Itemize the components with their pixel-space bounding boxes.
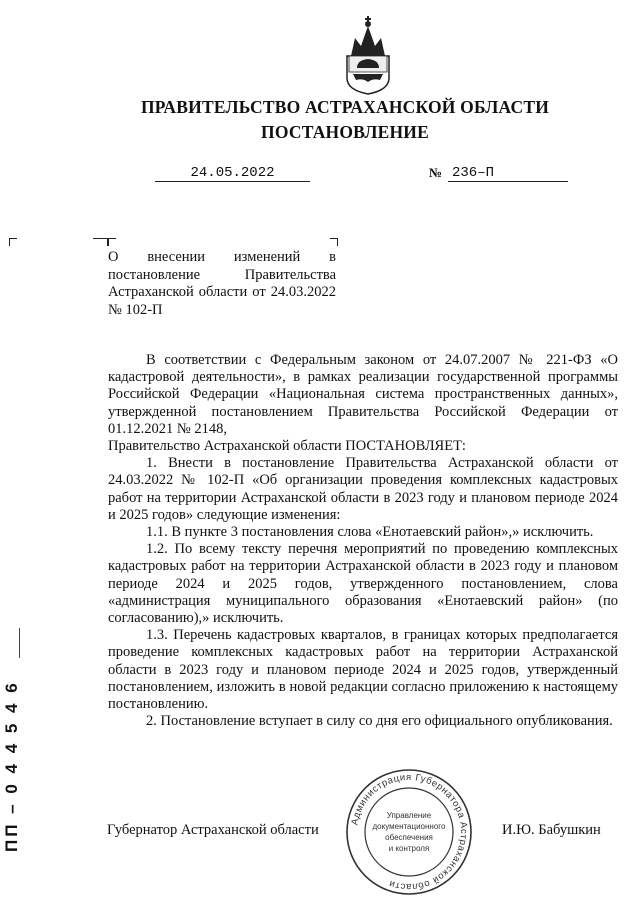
item-1-3: 1.3. Перечень кадастровых кварталов, в границах которых предполагается проведение комплексных кадастровых работ на территории Астраханской области в 2023 году и плановом периоде 2024 и 2025 годов, утвержденный постановлением, изложить в новой редакции согласно приложению к настоящему постановлению. [108, 627, 618, 713]
doc-number: 236–П [452, 165, 495, 181]
stamp-outer-text: Администрация Губернатора Астраханской области [349, 771, 470, 893]
resolve-paragraph: Правительство Астраханской области ПОСТАНОВЛЯЕТ: [108, 438, 466, 455]
number-sign: № [429, 165, 443, 180]
stamp-line: документационного [372, 822, 446, 831]
corner-mark [108, 238, 116, 246]
stamp-line: Управление [386, 811, 432, 820]
stamp-line: обеспечения [385, 833, 433, 842]
corner-mark [330, 238, 338, 246]
item-1: 1. Внести в постановление Правительства Астраханской области от 24.03.2022 № 102-П «Об организации проведения комплексных кадастровых работ на территории Астраханской области в 2023 году и плановом периоде 2024 и 2025 годов» следующие изменения: [108, 455, 618, 523]
item-2: 2. Постановление вступает в силу со дня его официального опубликования. [146, 713, 613, 730]
intro-paragraph: В соответствии с Федеральным законом от 24.07.2007 № 221-ФЗ «О кадастровой деятельности», в рамках реализации государственной программы Российской Федерации «Национальная система пространственных данных», утвержденной постановлением Правительства Российской Федерации от 01.12.2021 № 2148, [108, 352, 618, 437]
doc-body [108, 352, 618, 730]
side-serial-number: ПП – 0 4 4 5 4 6 [2, 680, 21, 852]
doc-subject: О внесении изменений в постановление Правительства Астраханской области от 24.03.2022 № 102-П [108, 249, 336, 318]
official-stamp [344, 767, 474, 897]
svg-text:Администрация Губернатора Астр [349, 772, 469, 892]
signature-position: Губернатор Астраханской области [107, 822, 319, 838]
date-underline [155, 181, 310, 182]
doc-date: 24.05.2022 [190, 165, 275, 181]
doc-type-title: ПОСТАНОВЛЕНИЕ [261, 122, 429, 142]
item-1-1: 1.1. В пункте 3 постановления слова «Енотаевский район»,» исключить. [146, 524, 594, 541]
side-margin-line [19, 628, 20, 658]
item-1-2: 1.2. По всему тексту перечня мероприятий по проведению комплексных кадастровых работ на территории Астраханской области в 2023 году и плановом периоде 2024 и 2025 годов, утвержденного постановлением, слова «администрация муниципального образования «Енотаевский район» (по согласованию),» исключить. [108, 541, 618, 627]
coat-of-arms-icon [343, 16, 393, 96]
corner-mark [93, 238, 108, 246]
number-underline [448, 181, 568, 182]
corner-mark [9, 238, 17, 246]
org-title: ПРАВИТЕЛЬСТВО АСТРАХАНСКОЙ ОБЛАСТИ [140, 97, 550, 117]
signature-name: И.Ю. Бабушкин [502, 822, 601, 838]
stamp-line: и контроля [388, 844, 430, 853]
